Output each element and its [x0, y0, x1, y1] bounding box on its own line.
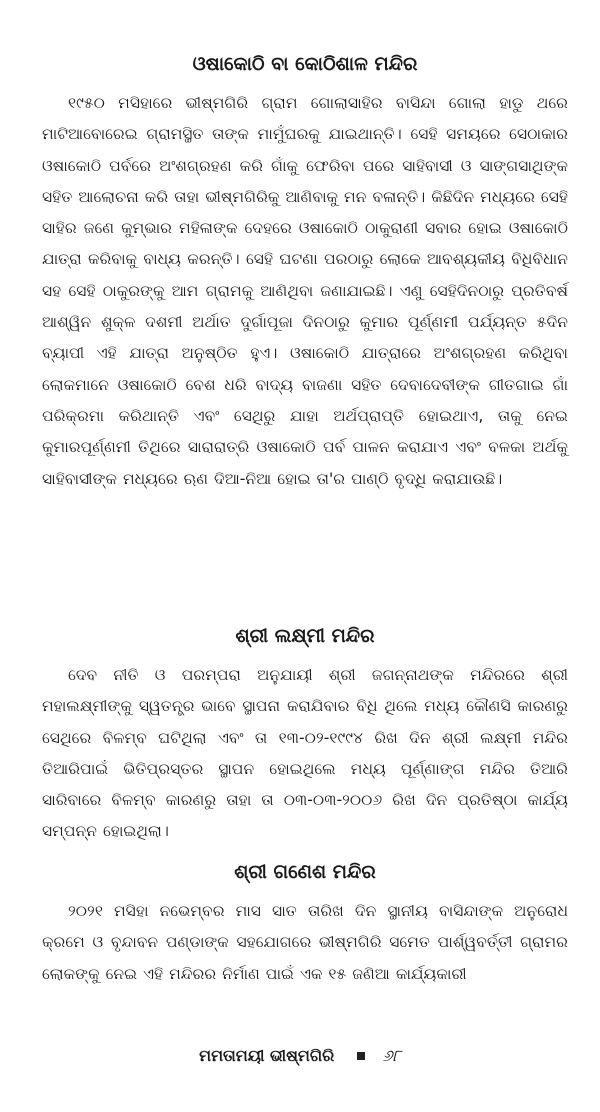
- section-heading: ଶ୍ରୀ ଲକ୍ଷ୍ମୀ ମନ୍ଦିର: [235, 625, 375, 647]
- section-paragraph: ୧୯୫୦ ମସିହାରେ ଭୀଷ୍ମଗିରି ଗ୍ରାମ ଗୋଲାସାହିର ବାସିନ୍ଦା ଗୋଲା ହାଡୁ ଥରେ ମାଟିଆବୋରେଇ ଗ୍ରାମସ୍ଥିତ ତାଙ୍କ ମାମୁଁଘରକୁ ଯାଇଥାନ୍ତି। ସେହି ସମୟରେ ସେଠାକାର ଓଷାକୋଠି ପର୍ବରେ ଅଂଶଗ୍ରହଣ କରି ଗାଁକୁ ଫେରିବା ପରେ ସାହିବାସୀ ଓ ସାଙ୍ଗସାଥିଙ୍କ ସହିତ ଆଲୋଚନା କରି ତାହା ଭୀଷ୍ମଗିରିକୁ ଆଣିବାକୁ ମନ ବଳାନ୍ତି। କିଛିଦିନ ମଧ୍ୟରେ ସେହି ସାହିର ଜଣେ କୁମ୍ଭାର ମହିଳାଙ୍କ ଦେହରେ ଓଷାକୋଠି ଠାକୁରାଣୀ ସବାର ହୋଇ ଓଷାକୋଠି ଯାତ୍ରା କରିବାକୁ ବାଧ୍ୟ କରନ୍ତି। ସେହି ଘଟଣା ପରଠାରୁ ଲୋକେ ଆବଶ୍ୟକୀୟ ବିଧିବିଧାନ ସହ ସେହି ଠାକୁରଙ୍କୁ ଆମ ଗ୍ରାମକୁ ଆଣିଥିବା ଜଣାଯାଇଛି। ଏଣୁ ସେହିଦିନଠାରୁ ପ୍ରତିବର୍ଷ ଆଶ୍ୱିନ ଶୁକ୍ଳ ଦଶମୀ ଅର୍ଥାତ ଦୁର୍ଗାପୂଜା ଦିନଠାରୁ କୁମାର ପୂର୍ଣ୍ଣମୀ ପର୍ଯ୍ୟନ୍ତ ୫ଦିନ ବ୍ୟାପୀ ଏହି ଯାତ୍ରା ଅନୁଷ୍ଠିତ ହୁଏ। ଓଷାକୋଠି ଯାତ୍ରାରେ ଅଂଶଗ୍ରହଣ କରିଥିବା ଲୋକମାନେ ଓଷାକୋଠି ବେଶ ଧରି ବାଦ୍ୟ ବାଜଣା ସହିତ ଦେବାଦେବୀଙ୍କ ଗୀତଗାଇ ଗାଁ ପରିକ୍ରମା କରିଥାନ୍ତି ଏବଂ ସେଥିରୁ ଯାହା ଅର୍ଥପ୍ରାପ୍ତି ହୋଇଥାଏ, ତାକୁ ନେଇ କୁମାରପୂର୍ଣ୍ଣମୀ ତିଥିରେ ସାରାରାତ୍ରି ଓଷାକୋଠି ପର୍ବ ପାଳନ କରାଯାଏ ଏବଂ ବଳକା ଅର୍ଥକୁ ସାହିବାସୀଙ୍କ ମଧ୍ୟରେ ଋଣ ଦିଆ-ନିଆ ହୋଇ ତା'ର ପାଣ୍ଠି ବୃଦ୍ଧି କରାଯାଉଛି।: [42, 94, 568, 488]
- section-ganesh-temple: [42, 858, 568, 990]
- section-heading: ଓଷାକୋଠି ବା କୋଠିଶାଳ ମନ୍ଦିର: [192, 53, 418, 75]
- section-lakshmi-temple: [42, 622, 568, 848]
- section-paragraph: ୨୦୨୧ ମସିହା ନଭେମ୍ବର ମାସ ସାତ ତାରିଖ ଦିନ ସ୍ଥାନୀୟ ବାସିନ୍ଦାଙ୍କ ଅନୁରୋଧ କ୍ରମେ ଓ ବୃନ୍ଦାବନ ପଣ୍ଡାଙ୍କ ସହଯୋଗରେ ଭୀଷ୍ମଗିରି ସମେତ ପାର୍ଶ୍ୱବର୍ତ୍ତୀ ଗ୍ରାମର ଲୋକଙ୍କୁ ନେଇ ଏହି ମନ୍ଦିରର ନିର୍ମାଣ ପାଇଁ ଏକ ୧୫ ଜଣିଆ କାର୍ଯ୍ୟକାରୀ: [42, 902, 568, 983]
- footer-square-bullet-icon: [357, 1052, 365, 1060]
- page-number: ୬୮: [382, 1046, 401, 1065]
- section-paragraph: ଦେବ ନୀତି ଓ ପରମ୍ପରା ଅନୁଯାୟୀ ଶ୍ରୀ ଜଗନ୍ନାଥଙ୍କ ମନ୍ଦିରରେ ଶ୍ରୀ ମହାଲକ୍ଷ୍ମୀଙ୍କୁ ସ୍ୱତନ୍ତ୍ର ଭାବେ ସ୍ଥାପନା କରାଯିବାର ବିଧି ଥିଲେ ମଧ୍ୟ କୌଣସି କାରଣରୁ ସେଥିରେ ବିଳମ୍ବ ଘଟିଥିଲା ଏବଂ ତା ୧୩-୦୨-୧୯୯୪ ରିଖ ଦିନ ଶ୍ରୀ ଲକ୍ଷ୍ମୀ ମନ୍ଦିର ତିଆରିପାଇଁ ଭିତିପ୍ରସ୍ତର ସ୍ଥାପନ ହୋଇଥିଲେ ମଧ୍ୟ ପୂର୍ଣ୍ଣାଙ୍ଗ ମନ୍ଦିର ତିଆରି ସାରିବାରେ ବିଳମ୍ବ କାରଣରୁ ତାହା ତା ୦୩-୦୩-୨୦୦୬ ରିଖ ଦିନ ପ୍ରତିଷ୍ଠା କାର୍ଯ୍ୟ ସମ୍ପନ୍ନ ହୋଇଥିଲା।: [42, 666, 568, 841]
- section-heading: ଶ୍ରୀ ଗଣେଶ ମନ୍ଦିର: [234, 861, 376, 883]
- page-footer: [0, 1044, 600, 1068]
- section-osakothi: [42, 50, 568, 495]
- footer-book-title: ମମତାମୟୀ ଭୀଷ୍ମଗିରି: [199, 1046, 335, 1065]
